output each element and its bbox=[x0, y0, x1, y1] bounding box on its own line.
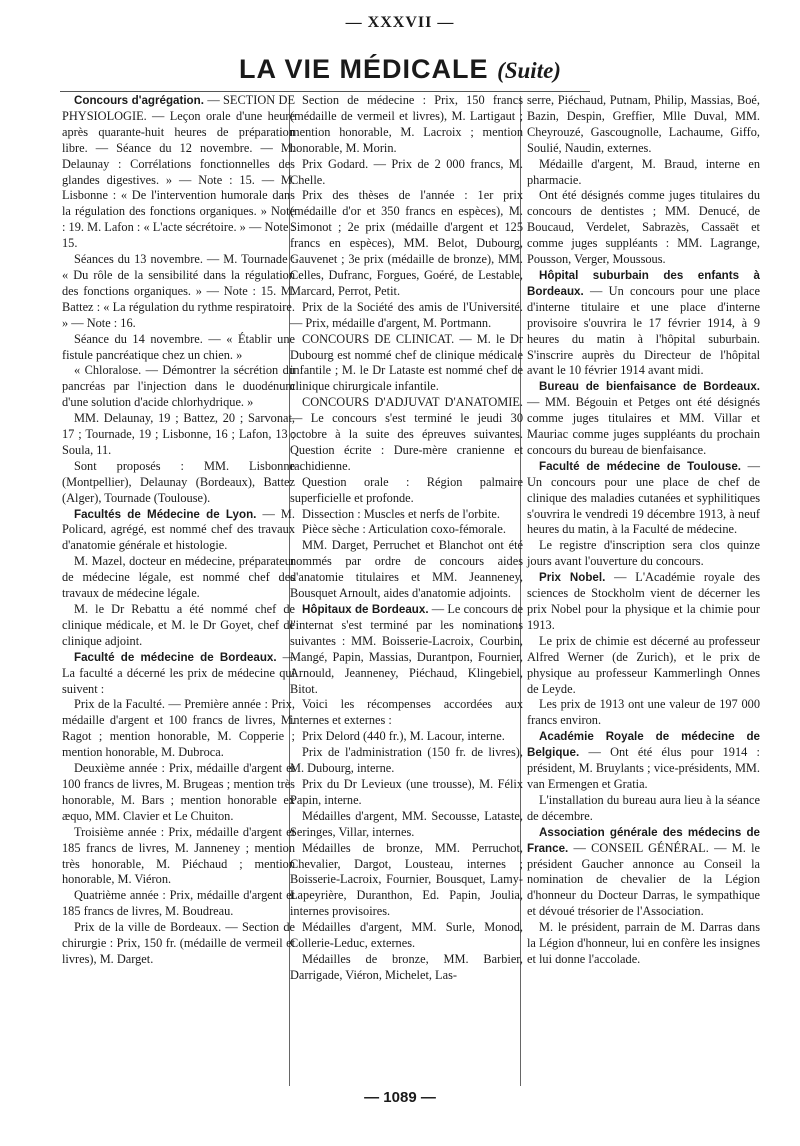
paragraph-text: Médailles de bronze, MM. Perruchot, Chevalier, Dargot, Lousteau, internes ; Boisserie-Lacroix, Fournier, Bousquet, Lamy-Lapeyrière, Duranthon, Ed. Papin, Joulia, internes provisoires. bbox=[290, 840, 523, 919]
text-column-1 bbox=[62, 93, 295, 968]
section-heading: Hôpital suburbain des enfants à Bordeaux. bbox=[527, 268, 760, 298]
page-number: — 1089 — bbox=[364, 1089, 436, 1106]
section-heading: Académie Royale de médecine de Belgique. bbox=[527, 730, 760, 760]
paragraph bbox=[62, 602, 295, 650]
page-header: — XXXVII — bbox=[345, 14, 455, 31]
section-heading: Association générale des médecins de France. bbox=[527, 825, 760, 855]
paragraph-text: Médailles d'argent, MM. Secousse, Lataste, Seringes, Villar, internes. bbox=[290, 808, 523, 839]
paragraph-text: Quatrième année : Prix, médaille d'argent et 185 francs de livres, M. Boudreau. bbox=[62, 888, 295, 919]
paragraph bbox=[527, 459, 760, 539]
paragraph-text: M. le président, parrain de M. Darras dans la Légion d'honneur, lui en confère les insignes et lui donne l'accolade. bbox=[527, 920, 760, 966]
paragraph bbox=[62, 888, 295, 920]
paragraph-text: — Un concours pour une place de chef de clinique des maladies cutanées et syphilitiques s'ouvrira le vendredi 19 décembre 1913, à neuf heures du matin, à la Faculté de médecine. bbox=[527, 458, 760, 537]
paragraph-text: — SECTION DE PHYSIOLOGIE. — Leçon orale d'une heure après quarante-huit heures de préparation libre. — Séance du 12 novembre. — M. Delaunay : Corrélations fonctionnelles des glandes digestives. » — Note : 15. — M. Lisbonne : « De l'intervention humorale dans la régulation des fonctions organiques. » Note : 19. M. Lafon : « L'acte sécrétoire. » — Note : 15. bbox=[62, 93, 295, 251]
paragraph bbox=[62, 650, 295, 698]
paragraph bbox=[527, 157, 760, 189]
section-heading: Facultés de Médecine de Lyon. bbox=[74, 507, 257, 521]
paragraph bbox=[62, 411, 295, 459]
text-column-2 bbox=[290, 93, 523, 984]
paragraph bbox=[62, 761, 295, 825]
title-rule bbox=[60, 91, 590, 92]
paragraph-text: L'installation du bureau aura lieu à la séance de décembre. bbox=[527, 792, 760, 823]
paragraph bbox=[62, 920, 295, 968]
paragraph bbox=[290, 395, 523, 475]
paragraph-text: Prix des thèses de l'année : 1er prix (médaille d'or et 350 francs en espèces), M. Simonot ; 2e prix (médaille d'argent et 125 francs en espèces), MM. Belot, Dubourg, Gauvenet ; 3e prix (médaille de bronze), MM. Celles, Dufranc, Forgues, Goéré, de Lestable, Marcard, Perrot, Petit. bbox=[290, 188, 523, 298]
paragraph bbox=[290, 157, 523, 189]
paragraph-text: Section de médecine : Prix, 150 francs (médaille de vermeil et livres), M. Lartigaut ; mention honorable, M. Lacroix ; mention honorable, M. Morin. bbox=[290, 93, 523, 155]
section-heading: Concours d'agrégation. bbox=[74, 94, 204, 107]
paragraph-text: Prix du Dr Levieux (une trousse), M. Félix Papin, interne. bbox=[290, 776, 523, 807]
paragraph-text: Prix Godard. — Prix de 2 000 francs, M. Chelle. bbox=[290, 156, 523, 187]
paragraph bbox=[290, 777, 523, 809]
paragraph bbox=[62, 363, 295, 411]
paragraph-text: — Ont été élus pour 1914 : président, M. Bruylants ; vice-présidents, MM. van Ermengen et Gratia. bbox=[527, 745, 760, 791]
paragraph-text: Séance du 14 novembre. — « Établir une fistule pancréatique chez un chien. » bbox=[62, 331, 295, 362]
paragraph-text: MM. Darget, Perruchet et Blanchot ont été nommés par ordre de concours aides d'anatomie titulaires et MM. Jeanneney, Bousquet Arnoult, aides d'anatomie adjoints. bbox=[290, 538, 523, 601]
paragraph-text: Sont proposés : MM. Lisbonne (Montpellier), Delaunay (Bordeaux), Battez (Alger), Tournade (Toulouse). bbox=[62, 458, 295, 505]
paragraph-text: CONCOURS D'ADJUVAT D'ANATOMIE. — Le concours s'est terminé le jeudi 30 octobre à la suite des épreuves suivantes. Question écrite : Dure-mère cranienne et rachidienne. bbox=[290, 395, 523, 473]
paragraph bbox=[62, 459, 295, 507]
paragraph bbox=[290, 300, 523, 332]
paragraph bbox=[290, 729, 523, 745]
paragraph-text: Prix de l'administration (150 fr. de livres), M. Dubourg, interne. bbox=[290, 745, 523, 776]
paragraph bbox=[290, 697, 523, 729]
paragraph bbox=[290, 522, 523, 538]
page-title bbox=[0, 54, 800, 85]
paragraph-text: Le registre d'inscription sera clos quinze jours avant l'ouverture du concours. bbox=[527, 538, 760, 569]
paragraph bbox=[62, 697, 295, 761]
paragraph bbox=[62, 554, 295, 602]
text-column-3 bbox=[527, 93, 760, 968]
paragraph-text: Voici les récompenses accordées aux internes et externes : bbox=[290, 697, 523, 728]
paragraph bbox=[62, 825, 295, 889]
paragraph-text: Deuxième année : Prix, médaille d'argent et 100 francs de livres, M. Brugeas ; mention très honorable, M. Bars ; mention honorable ex æquo, MM. Clavier et Le Chuiton. bbox=[62, 761, 295, 823]
section-heading: Faculté de médecine de Bordeaux. bbox=[74, 650, 277, 664]
paragraph-text: serre, Piéchaud, Putnam, Philip, Massias, Boé, Bazin, Despin, Greffier, Mlle Duval, MM. Cheyrouzé, Gascougnolle, Lachaume, Giffo, Soulié, Naudin, externes. bbox=[527, 93, 760, 155]
paragraph-text: Pièce sèche : Articulation coxo-fémorale. bbox=[302, 522, 506, 537]
paragraph bbox=[290, 188, 523, 299]
paragraph bbox=[62, 507, 295, 555]
paragraph-text: Prix Delord (440 fr.), M. Lacour, interne. bbox=[302, 729, 505, 744]
paragraph bbox=[527, 570, 760, 634]
paragraph bbox=[527, 268, 760, 379]
paragraph-text: Prix de la Faculté. — Première année : Prix, médaille d'argent et 100 francs de livres, M. Ragot ; mention honorable, M. Copperie ; mention honorable, M. Dubroca. bbox=[62, 697, 295, 760]
paragraph-text: M. Mazel, docteur en médecine, préparateur de médecine légale, est nommé chef des travaux de médecine légale. bbox=[62, 554, 295, 601]
paragraph-text: « Chloralose. — Démontrer la sécrétion du pancréas par l'injection dans le duodénum d'une solution d'acide chlorhydrique. » bbox=[62, 363, 295, 410]
paragraph bbox=[290, 809, 523, 841]
paragraph bbox=[290, 920, 523, 952]
paragraph bbox=[290, 475, 523, 507]
paragraph bbox=[527, 729, 760, 793]
paragraph-text: Médailles de bronze, MM. Barbier, Darrigade, Viéron, Michelet, Las- bbox=[290, 951, 523, 982]
paragraph bbox=[527, 697, 760, 729]
paragraph bbox=[62, 252, 295, 332]
paragraph bbox=[527, 793, 760, 825]
paragraph-text: MM. Delaunay, 19 ; Battez, 20 ; Sarvonat, 17 ; Tournade, 19 ; Lisbonne, 16 ; Lafon, 13 ; Soula, 11. bbox=[62, 411, 295, 457]
section-heading: Bureau de bienfaisance de Bordeaux. bbox=[539, 380, 760, 394]
paragraph-text: Les prix de 1913 ont une valeur de 197 000 francs environ. bbox=[527, 697, 760, 728]
paragraph bbox=[290, 538, 523, 602]
title-main: LA VIE MÉDICALE bbox=[239, 54, 489, 84]
paragraph-text: Troisième année : Prix, médaille d'argent et 185 francs de livres, M. Janneney ; mention très honorable, M. Piéchaud ; mention honorable, M. Viéron. bbox=[62, 824, 295, 887]
paragraph bbox=[290, 507, 523, 523]
title-suite: (Suite) bbox=[497, 58, 561, 83]
paragraph-text: Médailles d'argent, MM. Surle, Monod, Collerie-Leduc, externes. bbox=[290, 920, 523, 951]
paragraph-text: Question orale : Région palmaire superficielle et profonde. bbox=[290, 474, 523, 505]
paragraph-text: — La faculté a décerné les prix de médecine qui suivent : bbox=[62, 649, 295, 696]
paragraph bbox=[62, 93, 295, 252]
paragraph bbox=[527, 634, 760, 698]
paragraph-text: Prix de la Société des amis de l'Université. — Prix, médaille d'argent, M. Portmann. bbox=[290, 299, 523, 330]
section-heading: Prix Nobel. bbox=[539, 571, 606, 585]
paragraph bbox=[527, 825, 760, 920]
paragraph bbox=[527, 188, 760, 268]
paragraph-text: Prix de la ville de Bordeaux. — Section de chirurgie : Prix, 150 fr. (médaille de vermeil et livres), M. Darget. bbox=[62, 920, 295, 966]
paragraph-text: Médaille d'argent, M. Braud, interne en pharmacie. bbox=[527, 156, 760, 187]
paragraph-text: — Le concours de l'internat s'est terminé par les nominations suivantes : MM. Boisserie-Lacroix, Courbin, Mangé, Papin, Massias, Durantpon, Fournier, Arnould, Jeanneney, Piéchaud, Klingebiel, Bitot. bbox=[290, 602, 524, 696]
paragraph bbox=[290, 93, 523, 157]
paragraph bbox=[290, 332, 523, 396]
paragraph bbox=[527, 379, 760, 459]
paragraph bbox=[290, 952, 523, 984]
paragraph bbox=[290, 841, 523, 921]
paragraph-text: — M. Policard, agrégé, est nommé chef des travaux d'anatomie générale et histologie. bbox=[62, 506, 295, 553]
paragraph-text: Le prix de chimie est décerné au professeur Alfred Werner (de Zurich), et le prix de physique au professeur Kammerlingh Onnes de Leyde. bbox=[527, 633, 760, 696]
paragraph-text: — MM. Bégouin et Petges ont été désignés comme juges titulaires et MM. Villar et Mauriac comme juges suppléants du prochain concours du bureau de bienfaisance. bbox=[527, 395, 760, 457]
paragraph-text: Séances du 13 novembre. — M. Tournade : « Du rôle de la sensibilité dans la régulation des fonctions organiques. » — Note : 15. M. Battez : « La régulation du rythme respiratoire. » — Note : 16. bbox=[62, 252, 295, 330]
paragraph bbox=[62, 332, 295, 364]
paragraph bbox=[527, 538, 760, 570]
paragraph-text: CONCOURS DE CLINICAT. — M. le Dr Dubourg est nommé chef de clinique médicale infantile ; M. le Dr Lataste est nommé chef de clinique chirurgicale infantile. bbox=[290, 331, 523, 394]
section-heading: Faculté de médecine de Toulouse. bbox=[539, 459, 742, 473]
section-heading: Hôpitaux de Bordeaux. bbox=[302, 603, 429, 616]
paragraph-text: — CONSEIL GÉNÉRAL. — M. le président Gaucher annonce au Conseil la nomination de chevalier de la Légion d'honneur du Docteur Darras, le sympathique et dévoué trésorier de l'Association. bbox=[527, 840, 760, 919]
paragraph bbox=[527, 93, 760, 157]
paragraph bbox=[527, 920, 760, 968]
paragraph-text: Ont été désignés comme juges titulaires du concours de dentistes ; MM. Denucé, de Boucaud, Verdelet, Sabrazès, Cassaët et comme juges suppléants : MM. Lagrange, Pousson, Verger, Moussous. bbox=[527, 188, 760, 267]
paragraph-text: M. le Dr Rebattu a été nommé chef de clinique médicale, et M. le Dr Goyet, chef de clinique adjoint. bbox=[62, 602, 295, 648]
paragraph bbox=[290, 745, 523, 777]
paragraph-text: Dissection : Muscles et nerfs de l'orbite. bbox=[302, 506, 500, 521]
paragraph bbox=[290, 602, 523, 697]
paragraph-text: — Un concours pour une place d'interne titulaire et une place d'interne provisoire s'ouvrira le 17 février 1914, à 9 heures du matin à l'hôpital suburbain. S'inscrire auprès du Directeur de l'hôpital avant le 10 février 1914 avant midi. bbox=[527, 283, 760, 378]
paragraph-text: — L'Académie royale des sciences de Stockholm vient de décerner les prix Nobel pour la physique et la chimie pour 1913. bbox=[527, 570, 761, 632]
